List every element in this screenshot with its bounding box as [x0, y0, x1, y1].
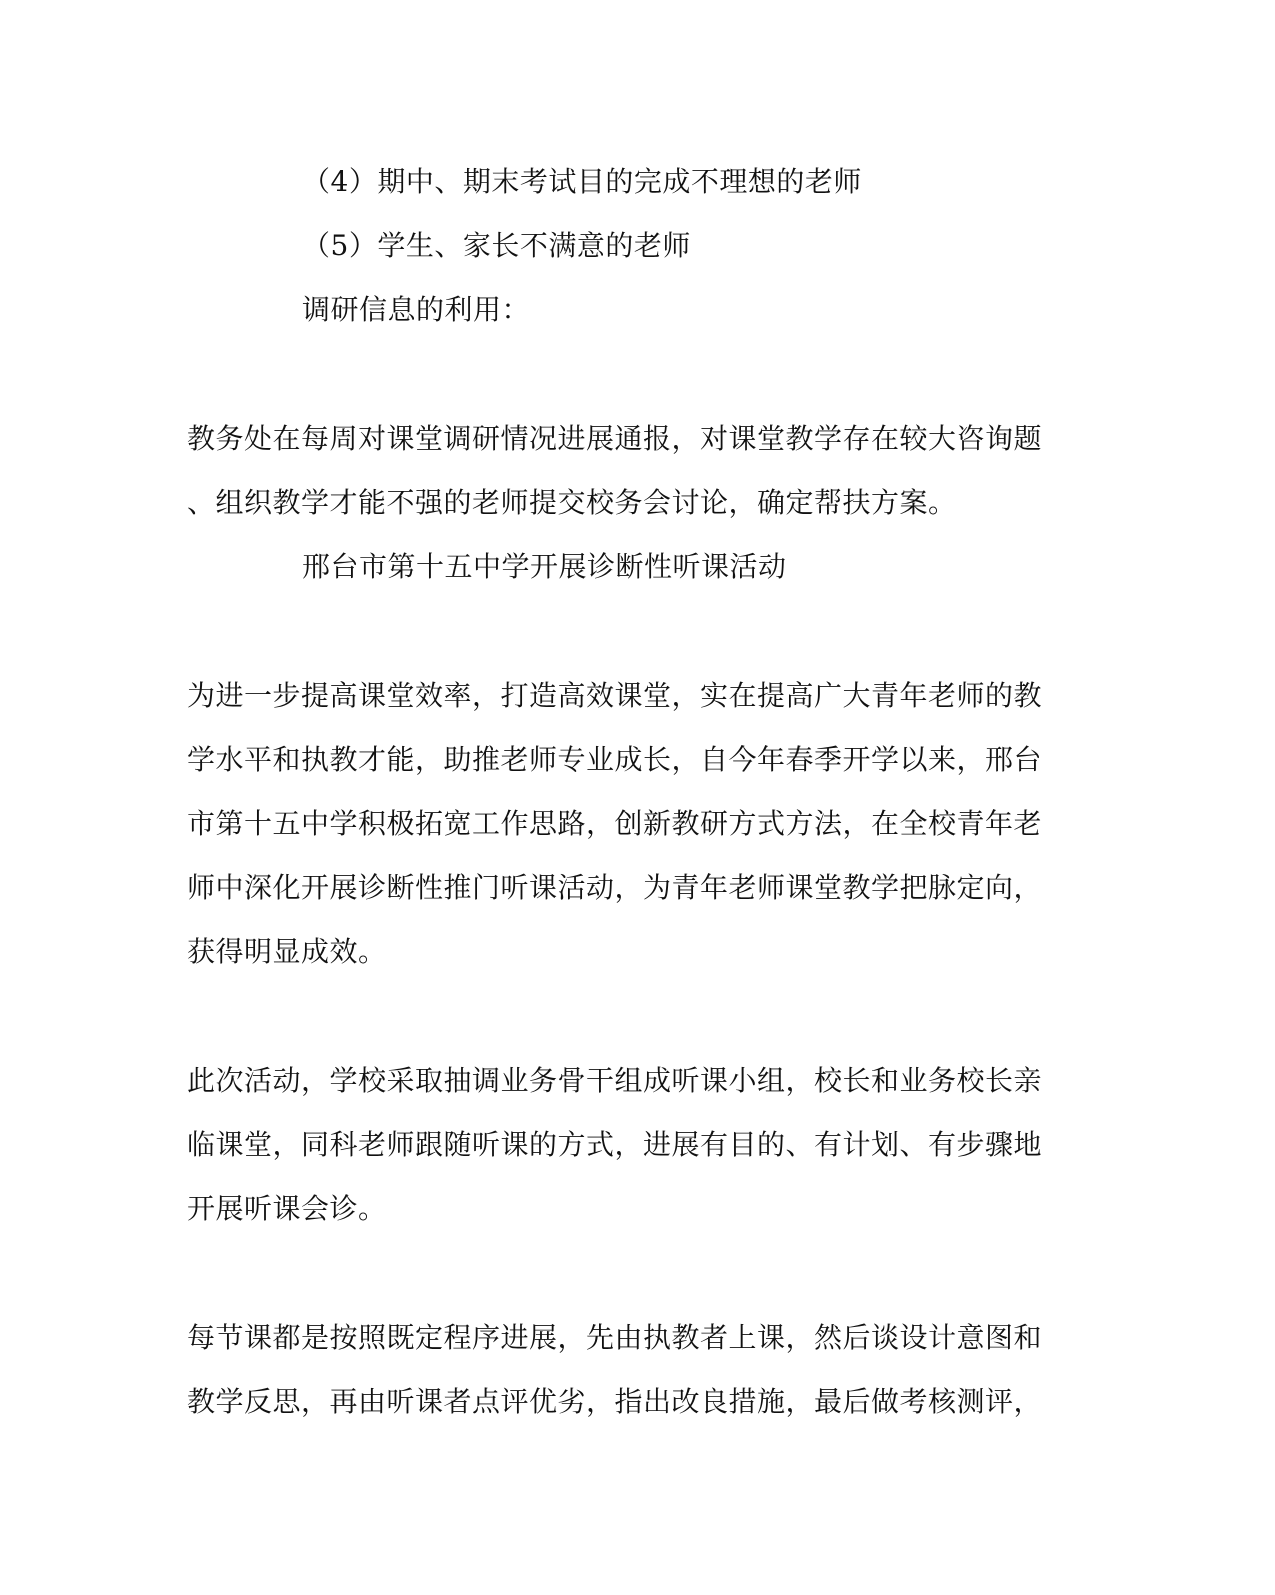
- paragraph-1-line-1: 教务处在每周对课堂调研情况进展通报，对课堂教学存在较大咨询题: [187, 422, 1043, 455]
- paragraph-2-line-1: 为进一步提高课堂效率，打造高效课堂，实在提高广大青年老师的教: [187, 679, 1043, 712]
- section-heading: 调研信息的利用：: [302, 293, 531, 326]
- paragraph-2-line-4: 师中深化开展诊断性推门听课活动，为青年老师课堂教学把脉定向，: [187, 871, 1043, 904]
- paragraph-4-line-2: 教学反思，再由听课者点评优劣，指出改良措施，最后做考核测评，: [187, 1385, 1043, 1418]
- paragraph-3-line-1: 此次活动，学校采取抽调业务骨干组成听课小组，校长和业务校长亲: [187, 1064, 1043, 1097]
- paragraph-2-line-2: 学水平和执教才能，助推老师专业成长，自今年春季开学以来，邢台: [187, 743, 1043, 776]
- paragraph-3-line-3: 开展听课会诊。: [187, 1192, 387, 1225]
- paragraph-2-line-3: 市第十五中学积极拓宽工作思路，创新教研方式方法，在全校青年老: [187, 807, 1043, 840]
- paragraph-1-line-2: 、组织教学才能不强的老师提交校务会讨论，确定帮扶方案。: [187, 486, 957, 519]
- paragraph-3-line-2: 临课堂，同科老师跟随听课的方式，进展有目的、有计划、有步骤地: [187, 1128, 1043, 1161]
- paragraph-4-line-1: 每节课都是按照既定程序进展，先由执教者上课，然后谈设计意图和: [187, 1321, 1043, 1354]
- article-title: 邢台市第十五中学开展诊断性听课活动: [302, 550, 787, 583]
- list-item-4: （4）期中、期末考试目的完成不理想的老师: [302, 165, 862, 198]
- list-item-5: （5）学生、家长不满意的老师: [302, 229, 691, 262]
- paragraph-2-line-5: 获得明显成效。: [187, 935, 387, 968]
